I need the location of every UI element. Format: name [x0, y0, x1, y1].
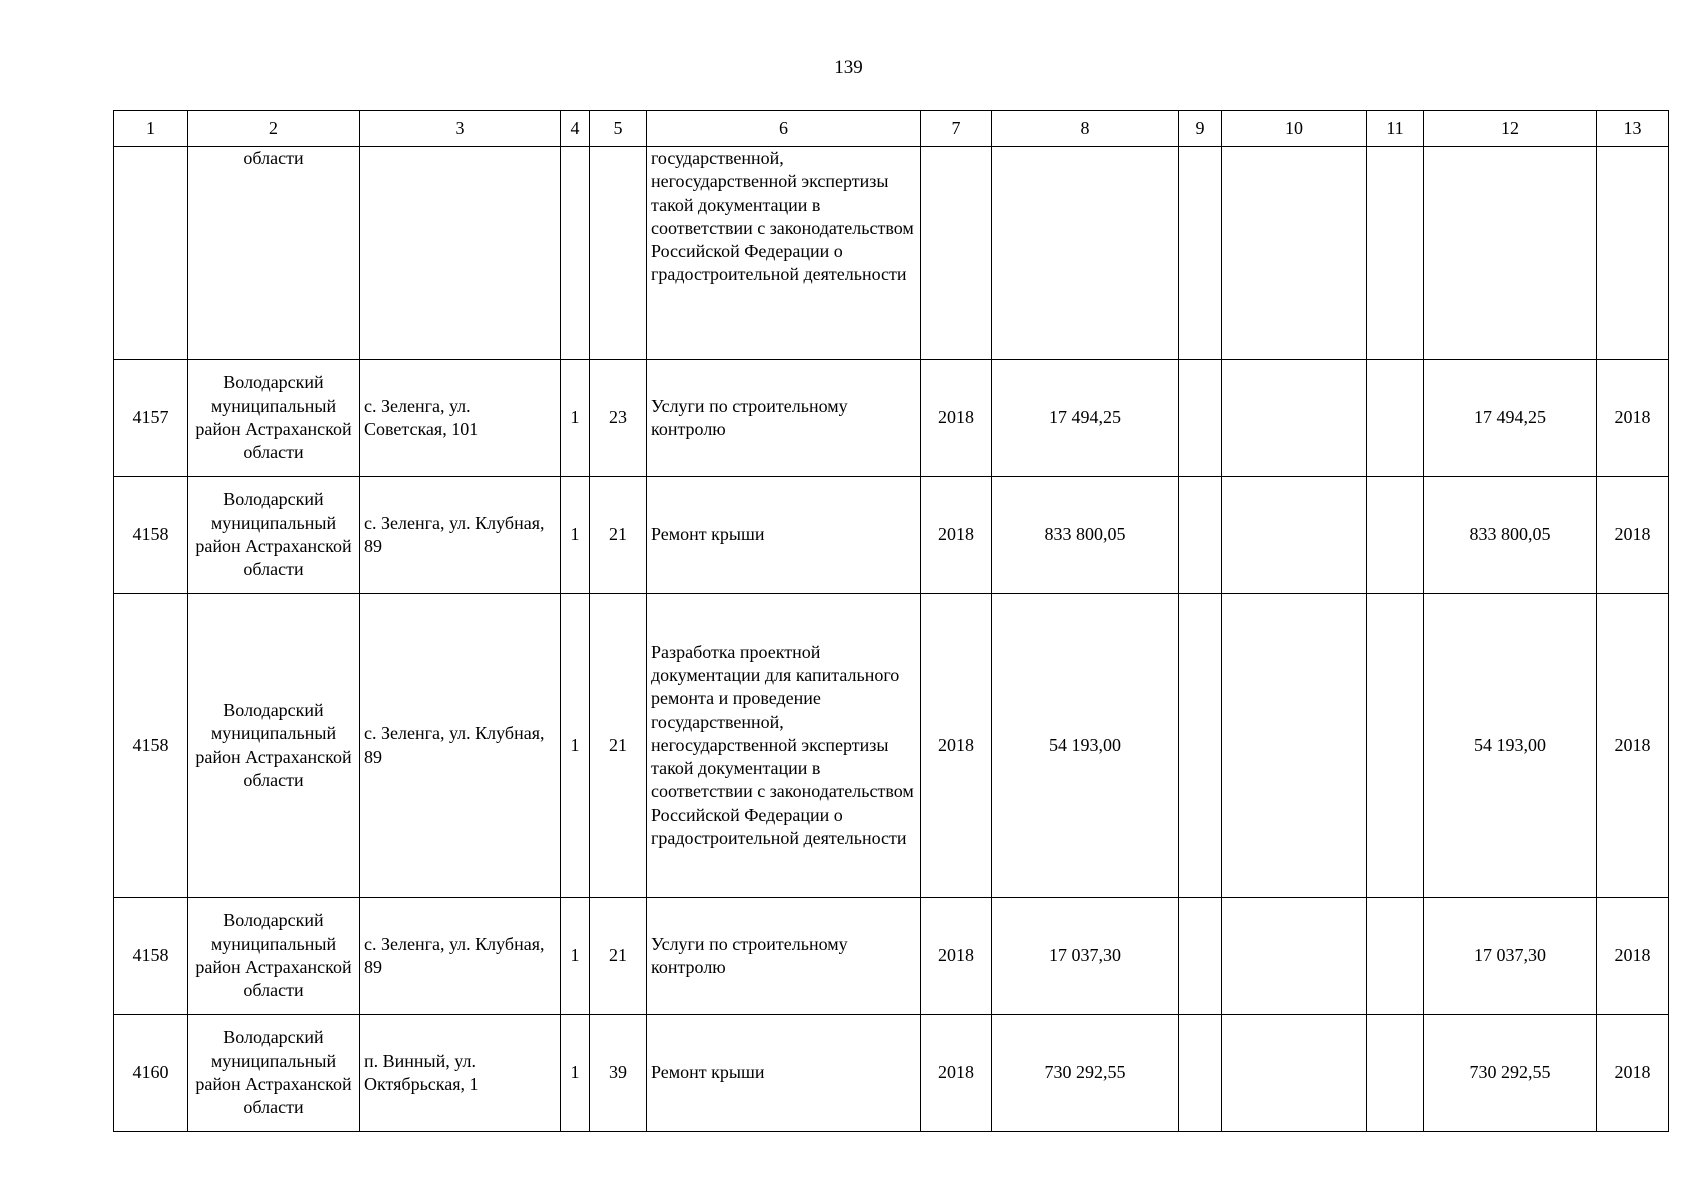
cell-col4: 1: [561, 898, 590, 1015]
cell-work-type: Услуги по строительному контролю: [647, 898, 921, 1015]
cell-col10: [1222, 147, 1367, 360]
cell-address: [360, 147, 561, 360]
column-header: 7: [921, 111, 992, 147]
cell-col10: [1222, 898, 1367, 1015]
column-header: 6: [647, 111, 921, 147]
cell-col5: 39: [590, 1015, 647, 1132]
cell-work-type: Разработка проектной документации для капитального ремонта и проведение государственной, негосударственной экспертизы такой документации в соответствии с законодательством Российской Федерации о градостроительной деятельности: [647, 594, 921, 898]
column-header: 5: [590, 111, 647, 147]
cell-col12: 833 800,05: [1424, 477, 1597, 594]
cell-work-type: Ремонт крыши: [647, 1015, 921, 1132]
cell-col13: 2018: [1597, 360, 1669, 477]
cell-number: 4158: [114, 477, 188, 594]
cell-col4: 1: [561, 360, 590, 477]
cell-year: 2018: [921, 1015, 992, 1132]
cell-cost: [992, 147, 1179, 360]
cell-col5: 21: [590, 898, 647, 1015]
cell-number: 4158: [114, 594, 188, 898]
cell-number: [114, 147, 188, 360]
cell-district: Володарский муниципальный район Астраханской области: [188, 898, 360, 1015]
cell-district: Володарский муниципальный район Астраханской области: [188, 360, 360, 477]
cell-col10: [1222, 360, 1367, 477]
cell-col13: 2018: [1597, 594, 1669, 898]
cell-col13: 2018: [1597, 477, 1669, 594]
column-header: 9: [1179, 111, 1222, 147]
cell-col12: 54 193,00: [1424, 594, 1597, 898]
column-header: 3: [360, 111, 561, 147]
table-row: [114, 360, 1669, 477]
cell-address: с. Зеленга, ул. Клубная, 89: [360, 594, 561, 898]
column-header: 11: [1367, 111, 1424, 147]
cell-col11: [1367, 898, 1424, 1015]
cell-col10: [1222, 477, 1367, 594]
cell-work-type: Услуги по строительному контролю: [647, 360, 921, 477]
cell-col5: 21: [590, 477, 647, 594]
cell-number: 4157: [114, 360, 188, 477]
cell-col9: [1179, 1015, 1222, 1132]
cell-district: Володарский муниципальный район Астраханской области: [188, 477, 360, 594]
cell-col9: [1179, 898, 1222, 1015]
cell-col4: 1: [561, 1015, 590, 1132]
table-row-continuation: [114, 147, 1669, 360]
cell-number: 4158: [114, 898, 188, 1015]
cell-cost: 54 193,00: [992, 594, 1179, 898]
cell-col5: [590, 147, 647, 360]
cell-year: [921, 147, 992, 360]
column-header: 13: [1597, 111, 1669, 147]
cell-cost: 17 494,25: [992, 360, 1179, 477]
header-row: [114, 111, 1669, 147]
cell-col13: [1597, 147, 1669, 360]
cell-cost: 17 037,30: [992, 898, 1179, 1015]
cell-col5: 21: [590, 594, 647, 898]
page-number: 139: [834, 57, 863, 78]
cell-col12: 17 037,30: [1424, 898, 1597, 1015]
cell-col12: 730 292,55: [1424, 1015, 1597, 1132]
cell-col10: [1222, 594, 1367, 898]
table-row: [114, 898, 1669, 1015]
column-header: 4: [561, 111, 590, 147]
cell-col11: [1367, 477, 1424, 594]
cell-col5: 23: [590, 360, 647, 477]
column-header: 10: [1222, 111, 1367, 147]
cell-district: Володарский муниципальный район Астраханской области: [188, 594, 360, 898]
cell-col11: [1367, 147, 1424, 360]
cell-district: области: [188, 147, 360, 360]
cell-col9: [1179, 594, 1222, 898]
cell-col11: [1367, 594, 1424, 898]
table-row: [114, 594, 1669, 898]
cell-col12: 17 494,25: [1424, 360, 1597, 477]
table-row: [114, 477, 1669, 594]
cell-year: 2018: [921, 594, 992, 898]
column-header: 1: [114, 111, 188, 147]
cell-work-type: Ремонт крыши: [647, 477, 921, 594]
column-header: 2: [188, 111, 360, 147]
cell-col12: [1424, 147, 1597, 360]
cell-address: с. Зеленга, ул. Клубная, 89: [360, 898, 561, 1015]
table-row: [114, 1015, 1669, 1132]
cell-cost: 833 800,05: [992, 477, 1179, 594]
cell-year: 2018: [921, 898, 992, 1015]
cell-col13: 2018: [1597, 1015, 1669, 1132]
column-header: 12: [1424, 111, 1597, 147]
cell-address: п. Винный, ул. Октябрьская, 1: [360, 1015, 561, 1132]
cell-work-type: государственной, негосударственной экспертизы такой документации в соответствии с законодательством Российской Федерации о градостроительной деятельности: [647, 147, 921, 360]
cell-number: 4160: [114, 1015, 188, 1132]
column-header: 8: [992, 111, 1179, 147]
cell-col4: 1: [561, 594, 590, 898]
cell-district: Володарский муниципальный район Астраханской области: [188, 1015, 360, 1132]
cell-col11: [1367, 360, 1424, 477]
cell-col4: [561, 147, 590, 360]
cell-col4: 1: [561, 477, 590, 594]
cell-col9: [1179, 360, 1222, 477]
cell-col9: [1179, 477, 1222, 594]
cell-year: 2018: [921, 477, 992, 594]
cell-cost: 730 292,55: [992, 1015, 1179, 1132]
cell-address: с. Зеленга, ул. Советская, 101: [360, 360, 561, 477]
cell-col9: [1179, 147, 1222, 360]
cell-address: с. Зеленга, ул. Клубная, 89: [360, 477, 561, 594]
data-table: [113, 110, 1669, 1132]
cell-year: 2018: [921, 360, 992, 477]
cell-col13: 2018: [1597, 898, 1669, 1015]
cell-col11: [1367, 1015, 1424, 1132]
cell-col10: [1222, 1015, 1367, 1132]
